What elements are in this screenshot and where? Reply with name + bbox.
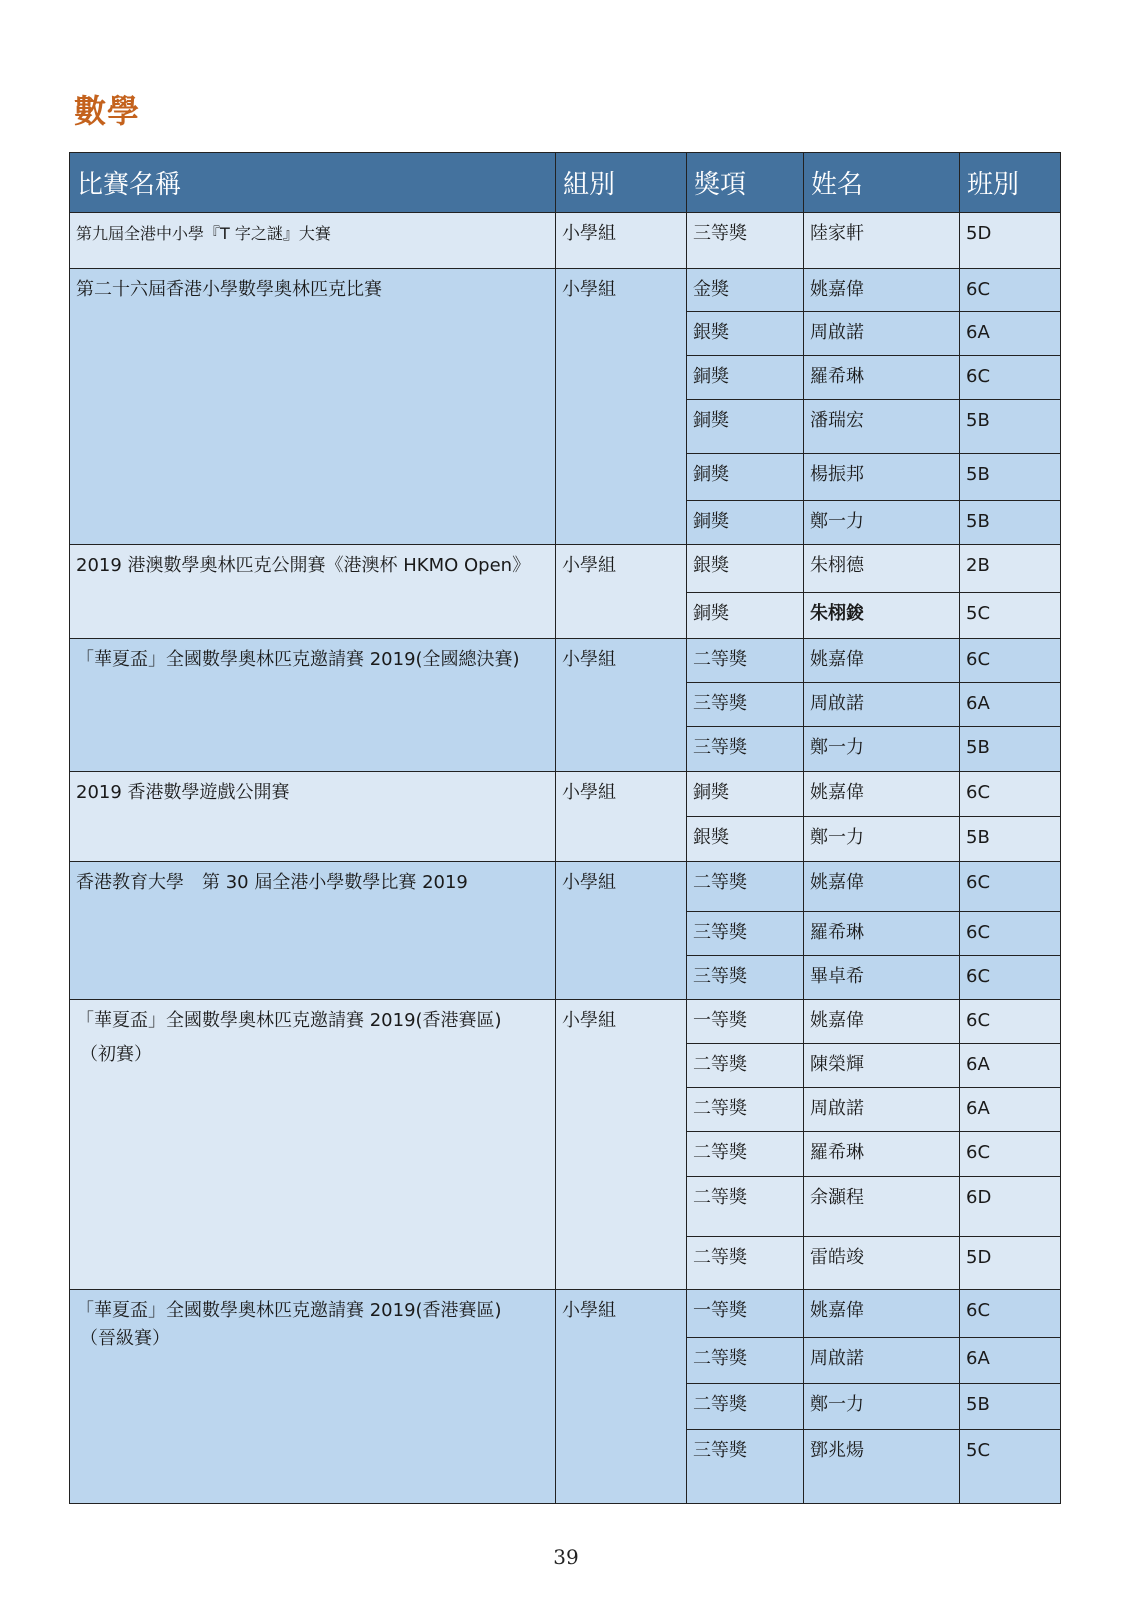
- competition-name: 2019 香港數學遊戲公開賽: [76, 782, 290, 803]
- group-cell: 小學組: [556, 1000, 687, 1290]
- group-cell: 小學組: [556, 772, 687, 862]
- award-cell: 二等獎: [687, 862, 804, 912]
- competition-cell: [70, 862, 556, 1000]
- name-cell: 姚嘉偉: [804, 772, 960, 817]
- name-cell: 姚嘉偉: [804, 1290, 960, 1338]
- group-cell: 小學組: [556, 1290, 687, 1504]
- class-cell: 6C: [960, 772, 1061, 817]
- award-cell: 一等獎: [687, 1290, 804, 1338]
- table-row: [70, 1290, 1061, 1338]
- class-cell: 5B: [960, 501, 1061, 545]
- class-cell: 6A: [960, 1338, 1061, 1384]
- name-cell: 雷皓竣: [804, 1237, 960, 1290]
- name-cell: 鄭一力: [804, 817, 960, 862]
- competition-name: 香港教育大學 第 30 屆全港小學數學比賽 2019: [76, 872, 468, 893]
- name-cell: 鄭一力: [804, 1384, 960, 1430]
- name-cell: 姚嘉偉: [804, 862, 960, 912]
- header-competition: 比賽名稱: [70, 153, 556, 213]
- header-award: 獎項: [687, 153, 804, 213]
- name-cell: 楊振邦: [804, 454, 960, 501]
- class-cell: 5D: [960, 1237, 1061, 1290]
- competition-stage-note: （晉級賽）: [80, 1328, 170, 1350]
- group-cell: 小學組: [556, 213, 687, 269]
- competition-cell: [70, 213, 556, 269]
- page-title: 數學: [74, 92, 141, 130]
- award-cell: 二等獎: [687, 1237, 804, 1290]
- award-cell: 三等獎: [687, 727, 804, 772]
- class-cell: 5B: [960, 817, 1061, 862]
- name-cell: 潘瑞宏: [804, 400, 960, 454]
- name-cell: 姚嘉偉: [804, 269, 960, 312]
- award-cell: 銅獎: [687, 400, 804, 454]
- competition-cell: [70, 639, 556, 772]
- name-cell: 周啟諾: [804, 1338, 960, 1384]
- table-row: [70, 1000, 1061, 1044]
- class-cell: 6C: [960, 1290, 1061, 1338]
- name-cell: 羅希琳: [804, 912, 960, 956]
- competition-name: 「華夏盃」全國數學奧林匹克邀請賽 2019(全國總決賽): [76, 649, 520, 670]
- group-cell: 小學組: [556, 639, 687, 772]
- competition-cell: [70, 545, 556, 639]
- name-cell: 周啟諾: [804, 312, 960, 356]
- class-cell: 6A: [960, 1044, 1061, 1088]
- competition-stage-note: （初賽）: [80, 1044, 152, 1066]
- award-cell: 銅獎: [687, 593, 804, 639]
- class-cell: 5C: [960, 593, 1061, 639]
- award-cell: 二等獎: [687, 1088, 804, 1132]
- awards-table: [69, 152, 1061, 1504]
- class-cell: 6A: [960, 683, 1061, 727]
- award-cell: 銅獎: [687, 772, 804, 817]
- competition-cell: [70, 1290, 556, 1504]
- page-number: 39: [553, 1545, 579, 1569]
- name-cell: 余灝程: [804, 1177, 960, 1237]
- class-cell: 6C: [960, 639, 1061, 683]
- competition-name: 第九屆全港中小學『T 字之謎』大賽: [76, 224, 331, 243]
- class-cell: 6C: [960, 1132, 1061, 1177]
- name-cell: 畢卓希: [804, 956, 960, 1000]
- competition-name: 「華夏盃」全國數學奧林匹克邀請賽 2019(香港賽區): [76, 1300, 502, 1321]
- award-cell: 銀獎: [687, 817, 804, 862]
- class-cell: 6C: [960, 912, 1061, 956]
- class-cell: 6A: [960, 1088, 1061, 1132]
- competition-name: 第二十六屆香港小學數學奧林匹克比賽: [76, 279, 382, 300]
- name-cell: 朱栩鋑: [804, 593, 960, 639]
- award-cell: 三等獎: [687, 956, 804, 1000]
- award-cell: 二等獎: [687, 1132, 804, 1177]
- class-cell: 6C: [960, 269, 1061, 312]
- class-cell: 2B: [960, 545, 1061, 593]
- competition-name: 「華夏盃」全國數學奧林匹克邀請賽 2019(香港賽區): [76, 1010, 502, 1031]
- award-cell: 三等獎: [687, 683, 804, 727]
- award-cell: 銅獎: [687, 454, 804, 501]
- award-cell: 銀獎: [687, 312, 804, 356]
- class-cell: 5B: [960, 454, 1061, 501]
- award-cell: 二等獎: [687, 1177, 804, 1237]
- award-cell: 銅獎: [687, 501, 804, 545]
- name-cell: 朱栩德: [804, 545, 960, 593]
- award-cell: 一等獎: [687, 1000, 804, 1044]
- class-cell: 5C: [960, 1430, 1061, 1504]
- class-cell: 6D: [960, 1177, 1061, 1237]
- table-row: [70, 545, 1061, 593]
- class-cell: 6C: [960, 862, 1061, 912]
- header-group: 組別: [556, 153, 687, 213]
- award-cell: 二等獎: [687, 639, 804, 683]
- table-row: [70, 772, 1061, 817]
- header-class: 班別: [960, 153, 1061, 213]
- group-cell: 小學組: [556, 862, 687, 1000]
- class-cell: 6C: [960, 356, 1061, 400]
- name-cell: 鄭一力: [804, 727, 960, 772]
- name-cell: 鄭一力: [804, 501, 960, 545]
- competition-name: 2019 港澳數學奧林匹克公開賽《港澳杯 HKMO Open》: [76, 555, 531, 576]
- table-row: [70, 862, 1061, 912]
- group-cell: 小學組: [556, 545, 687, 639]
- table-row: [70, 639, 1061, 683]
- award-cell: 金獎: [687, 269, 804, 312]
- award-cell: 二等獎: [687, 1384, 804, 1430]
- class-cell: 6C: [960, 1000, 1061, 1044]
- class-cell: 5D: [960, 213, 1061, 269]
- name-cell: 陸家軒: [804, 213, 960, 269]
- award-cell: 三等獎: [687, 213, 804, 269]
- table-row: [70, 269, 1061, 312]
- award-cell: 三等獎: [687, 912, 804, 956]
- name-cell: 陳榮輝: [804, 1044, 960, 1088]
- name-cell: 周啟諾: [804, 1088, 960, 1132]
- award-cell: 三等獎: [687, 1430, 804, 1504]
- award-cell: 二等獎: [687, 1044, 804, 1088]
- table-row: [70, 213, 1061, 269]
- award-cell: 二等獎: [687, 1338, 804, 1384]
- competition-cell: [70, 269, 556, 545]
- name-cell: 姚嘉偉: [804, 639, 960, 683]
- class-cell: 6A: [960, 312, 1061, 356]
- header-name: 姓名: [804, 153, 960, 213]
- competition-cell: [70, 1000, 556, 1290]
- class-cell: 5B: [960, 727, 1061, 772]
- name-cell: 姚嘉偉: [804, 1000, 960, 1044]
- class-cell: 6C: [960, 956, 1061, 1000]
- name-cell: 羅希琳: [804, 356, 960, 400]
- award-cell: 銀獎: [687, 545, 804, 593]
- name-cell: 鄧兆煬: [804, 1430, 960, 1504]
- class-cell: 5B: [960, 400, 1061, 454]
- group-cell: 小學組: [556, 269, 687, 545]
- name-cell: 周啟諾: [804, 683, 960, 727]
- table-header-row: [70, 153, 1061, 213]
- class-cell: 5B: [960, 1384, 1061, 1430]
- name-cell: 羅希琳: [804, 1132, 960, 1177]
- competition-cell: [70, 772, 556, 862]
- award-cell: 銅獎: [687, 356, 804, 400]
